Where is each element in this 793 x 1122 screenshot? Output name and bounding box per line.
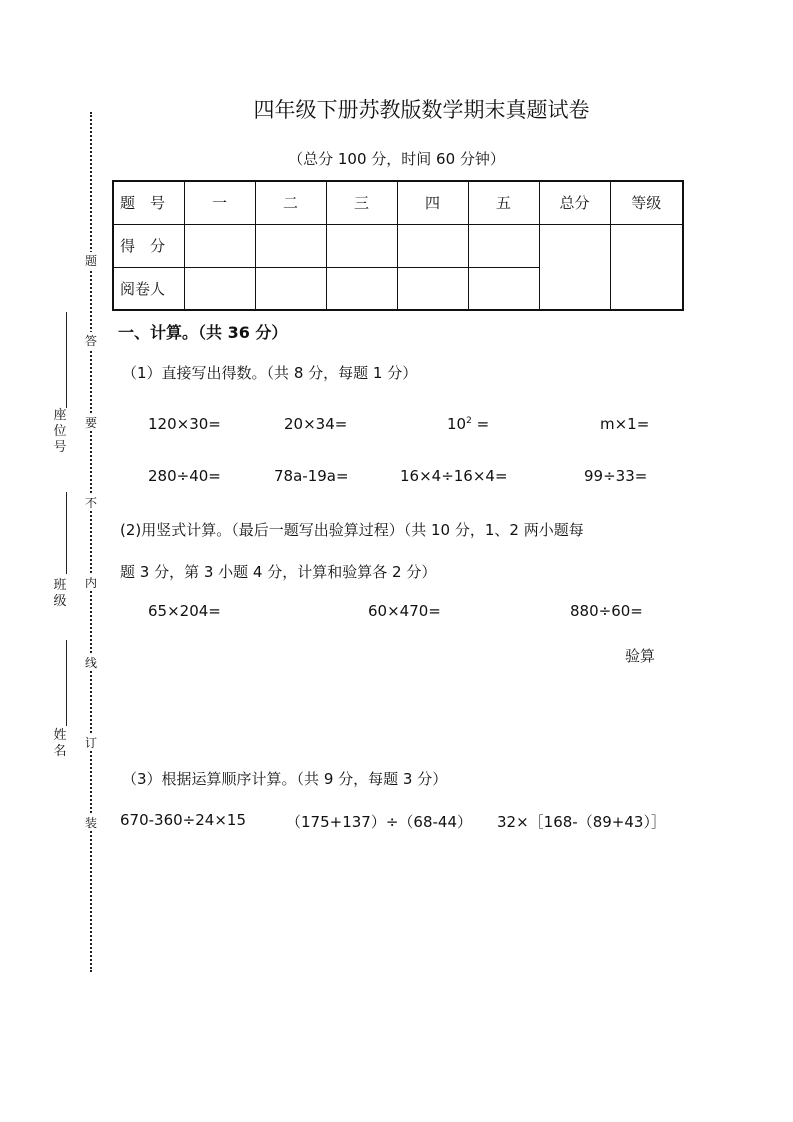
name-label: 姓名	[53, 728, 67, 759]
class-line	[66, 492, 67, 574]
base: 10	[447, 415, 467, 433]
score-cell[interactable]	[326, 224, 397, 267]
page-subtitle: （总分 100 分，时间 60 分钟）	[288, 150, 505, 168]
grader-cell[interactable]	[326, 267, 397, 310]
class-label: 班级	[53, 578, 67, 609]
section-1-title: 一、计算。（共 36 分）	[118, 323, 288, 342]
problem: 99÷33=	[584, 467, 648, 485]
grader-cell[interactable]	[468, 267, 539, 310]
grader-cell[interactable]	[397, 267, 468, 310]
binding-dotted-line	[90, 112, 92, 972]
problem: 20×34=	[284, 415, 348, 433]
header-grade: 等级	[610, 181, 683, 224]
score-cell[interactable]	[397, 224, 468, 267]
part-1-title: （1）直接写出得数。（共 8 分，每题 1 分）	[122, 364, 418, 382]
score-cell[interactable]	[468, 224, 539, 267]
seat-number-label: 座位号	[53, 408, 67, 455]
check-label: 验算	[625, 647, 656, 665]
order-problem: 32×［168-（89+43）］	[497, 813, 666, 831]
header-part-3: 三	[326, 181, 397, 224]
order-problem: 670-360÷24×15	[120, 811, 246, 829]
problem: 120×30=	[148, 415, 221, 433]
grader-cell[interactable]	[255, 267, 326, 310]
row-label-grader: 阅卷人	[113, 267, 184, 310]
header-part-5: 五	[468, 181, 539, 224]
header-part-4: 四	[397, 181, 468, 224]
header-part-2: 二	[255, 181, 326, 224]
name-line	[66, 640, 67, 726]
equals: =	[471, 415, 490, 433]
margin-char: 订	[84, 736, 97, 750]
margin-char: 不	[84, 496, 97, 510]
margin-char: 答	[84, 334, 97, 348]
header-total: 总分	[539, 181, 610, 224]
problem: 16×4÷16×4=	[400, 467, 508, 485]
exponent: 2	[466, 416, 472, 426]
score-table	[112, 180, 684, 311]
problem: m×1=	[600, 415, 650, 433]
score-cell[interactable]	[255, 224, 326, 267]
page-title: 四年级下册苏教版数学期末真题试卷	[253, 98, 590, 122]
vertical-problem: 60×470=	[368, 602, 441, 620]
header-part-1: 一	[184, 181, 255, 224]
margin-char: 题	[84, 254, 97, 268]
total-score-cell[interactable]	[539, 224, 610, 310]
vertical-problem: 65×204=	[148, 602, 221, 620]
margin-char: 装	[84, 816, 97, 830]
part-2-title-line-1: (2)用竖式计算。（最后一题写出验算过程）（共 10 分，1、2 两小题每	[120, 521, 584, 539]
grade-cell[interactable]	[610, 224, 683, 310]
order-problem: （175+137）÷（68-44）	[286, 813, 472, 831]
score-cell[interactable]	[184, 224, 255, 267]
part-3-title: （3）根据运算顺序计算。（共 9 分，每题 3 分）	[122, 770, 448, 788]
part-2-title-line-2: 题 3 分，第 3 小题 4 分，计算和验算各 2 分）	[120, 563, 437, 581]
margin-char: 要	[84, 416, 97, 430]
header-question-number: 题 号	[113, 181, 184, 224]
margin-char: 内	[84, 576, 97, 590]
margin-char: 线	[84, 656, 97, 670]
grader-cell[interactable]	[184, 267, 255, 310]
seat-number-line	[66, 312, 67, 408]
problem-power	[447, 415, 489, 433]
problem: 280÷40=	[148, 467, 221, 485]
problem: 78a-19a=	[274, 467, 349, 485]
vertical-problem: 880÷60=	[570, 602, 643, 620]
row-label-score: 得 分	[113, 224, 184, 267]
